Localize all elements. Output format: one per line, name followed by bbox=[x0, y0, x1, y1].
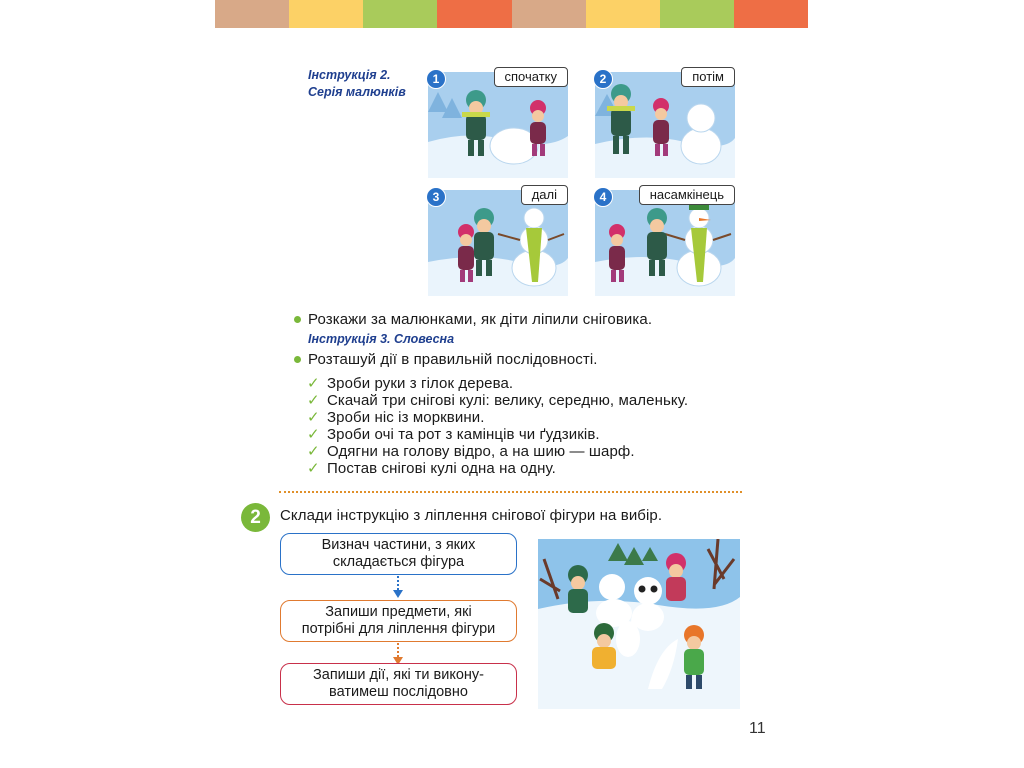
bullet-dot bbox=[294, 356, 301, 363]
instruction-2-title bbox=[308, 67, 428, 101]
flow-step-3-line2: ватимеш послідовно bbox=[329, 684, 468, 700]
arrow-down-icon bbox=[392, 576, 404, 600]
panel-1-number-badge: 1 bbox=[426, 69, 446, 89]
panel-2-number-badge: 2 bbox=[593, 69, 613, 89]
flow-step-2-line1: Запиши предмети, які bbox=[325, 604, 472, 620]
color-segment bbox=[512, 0, 586, 28]
color-segment bbox=[660, 0, 734, 28]
color-segment bbox=[437, 0, 511, 28]
checklist-item: Постав снігові кулі одна на одну. bbox=[327, 460, 556, 477]
snowman-scene-4-illustration bbox=[595, 190, 735, 296]
checklist-item: Зроби руки з гілок дерева. bbox=[327, 375, 514, 392]
flow-step-3-line1: Запиши дії, які ти викону- bbox=[313, 667, 484, 683]
instruction-2-line2: Серія малюнків bbox=[308, 85, 406, 99]
bullet-2-text: Розташуй дії в правильній послідовності. bbox=[308, 351, 598, 368]
color-segment bbox=[289, 0, 363, 28]
checklist-item: Зроби ніс із морквини. bbox=[327, 409, 485, 426]
panel-4-caption: насамкінець bbox=[639, 185, 735, 205]
panel-3-number-badge: 3 bbox=[426, 187, 446, 207]
section-divider bbox=[279, 491, 742, 493]
panel-3-caption: далі bbox=[521, 185, 568, 205]
flow-step-1-line1: Визнач частини, з яких bbox=[321, 537, 476, 553]
flow-step-2-line2: потрібні для ліплення фігури bbox=[301, 621, 496, 637]
picture-panel-2 bbox=[595, 69, 735, 178]
bullet-1-text: Розкажи за малюнками, як діти ліпили сніговика. bbox=[308, 311, 653, 328]
task-number-badge: 2 bbox=[241, 503, 270, 532]
checkmark-icon: ✓ bbox=[307, 443, 320, 460]
picture-panel-1 bbox=[428, 69, 568, 178]
panel-1-caption: спочатку bbox=[494, 67, 569, 87]
picture-panel-3 bbox=[428, 187, 568, 296]
panel-2-caption: потім bbox=[681, 67, 735, 87]
checkmark-icon: ✓ bbox=[307, 409, 320, 426]
checkmark-icon: ✓ bbox=[307, 460, 320, 477]
checklist-item: Одягни на голову відро, а на шию — шарф. bbox=[327, 443, 635, 460]
snowman-scene-2-illustration bbox=[595, 72, 735, 178]
checkmark-icon: ✓ bbox=[307, 375, 320, 392]
snowman-scene-3-illustration bbox=[428, 190, 568, 296]
checkmark-icon: ✓ bbox=[307, 426, 320, 443]
color-segment bbox=[586, 0, 660, 28]
instruction-3-title: Інструкція 3. Словесна bbox=[308, 332, 455, 346]
flow-step-3 bbox=[280, 663, 517, 705]
panel-4-number-badge: 4 bbox=[593, 187, 613, 207]
flow-step-1-line2: складається фігура bbox=[332, 554, 465, 570]
flow-step-1 bbox=[280, 533, 517, 575]
checklist-item: Зроби очі та рот з камінців чи ґудзиків. bbox=[327, 426, 600, 443]
checklist-item: Скачай три снігові кулі: велику, середню, маленьку. bbox=[327, 392, 689, 409]
snow-figures-illustration bbox=[538, 539, 740, 709]
color-segment bbox=[215, 0, 289, 28]
picture-panel-4 bbox=[595, 187, 735, 296]
checkmark-icon: ✓ bbox=[307, 392, 320, 409]
bullet-dot bbox=[294, 316, 301, 323]
snowman-scene-1-illustration bbox=[428, 72, 568, 178]
task-2-text: Склади інструкцію з ліплення снігової фігури на вибір. bbox=[280, 507, 663, 524]
page-number: 11 bbox=[749, 720, 766, 737]
instruction-2-line1: Інструкція 2. bbox=[308, 68, 391, 82]
color-segment bbox=[734, 0, 808, 28]
flow-step-2 bbox=[280, 600, 517, 642]
color-segment bbox=[363, 0, 437, 28]
header-color-bar bbox=[215, 0, 808, 28]
